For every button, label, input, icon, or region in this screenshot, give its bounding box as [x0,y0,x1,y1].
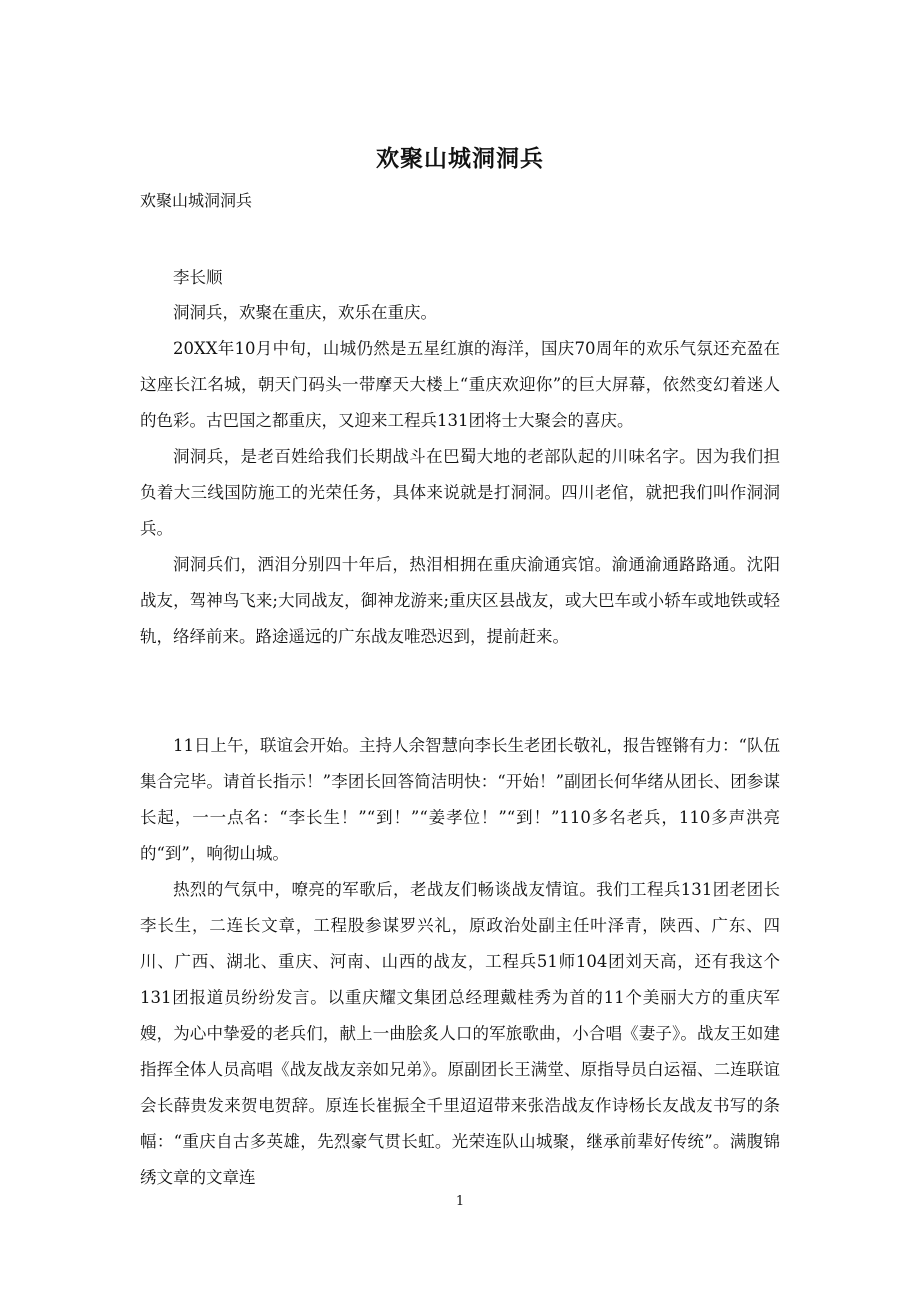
page-number: 1 [455,1194,465,1209]
paragraph: 20XX年10月中旬，山城仍然是五星红旗的海洋，国庆70周年的欢乐气氛还充盈在这座长江名城，朝天门码头一带摩天大楼上“重庆欢迎你”的巨大屏幕，依然变幻着迷人的色彩。古巴国之都重庆，又迎来工程兵131团将士大聚会的喜庆。 [140,339,780,430]
article-body-part2 [140,728,780,1196]
paragraph: 热烈的气氛中，嘹亮的军歌后，老战友们畅谈战友情谊。我们工程兵131团老团长李长生，二连长文章，工程股参谋罗兴礼，原政治处副主任叶泽青，陕西、广东、四川、广西、湖北、重庆、河南、山西的战友，工程兵51师104团刘天高，还有我这个131团报道员纷纷发言。以重庆耀文集团总经理戴桂秀为首的11个美丽大方的重庆军嫂，为心中挚爱的老兵们，献上一曲脍炙人口的军旅歌曲，小合唱《妻子》。战友王如建指挥全体人员高唱《战友战友亲如兄弟》。原副团长王满堂、原指导员白运福、二连联谊会长薛贵发来贺电贺辞。原连长崔振全千里迢迢带来张浩战友作诗杨长友战友书写的条幅：“重庆自古多英雄，先烈豪气贯长虹。光荣连队山城聚，继承前辈好传统”。满腹锦绣文章的文章连 [140,880,780,1187]
paragraph: 洞洞兵们，洒泪分别四十年后，热泪相拥在重庆渝通宾馆。渝通渝通路路通。沈阳战友，驾神鸟飞来;大同战友，御神龙游来;重庆区县战友，或大巴车或小轿车或地铁或轻轨，络绎前来。路途遥远的广东战友唯恐迟到，提前赶来。 [140,555,780,646]
document-title: 欢聚山城洞洞兵 [376,145,544,172]
document-subtitle: 欢聚山城洞洞兵 [140,191,253,210]
author-line [140,260,780,296]
author-name: 李长顺 [173,268,223,287]
paragraph: 洞洞兵，欢聚在重庆，欢乐在重庆。 [173,303,437,322]
paragraph: 11日上午，联谊会开始。主持人余智慧向李长生老团长敬礼，报告铿锵有力：“队伍集合完毕。请首长指示！”李团长回答简洁明快：“开始！”副团长何华绪从团长、团参谋长起，一一点名：“李长生！”“到！”“姜孝位！”“到！”110多名老兵，110多声洪亮的“到”，响彻山城。 [140,736,780,863]
paragraph: 洞洞兵，是老百姓给我们长期战斗在巴蜀大地的老部队起的川味名字。因为我们担负着大三线国防施工的光荣任务，具体来说就是打洞洞。四川老倌，就把我们叫作洞洞兵。 [140,447,780,538]
article-body-part1 [140,295,780,655]
